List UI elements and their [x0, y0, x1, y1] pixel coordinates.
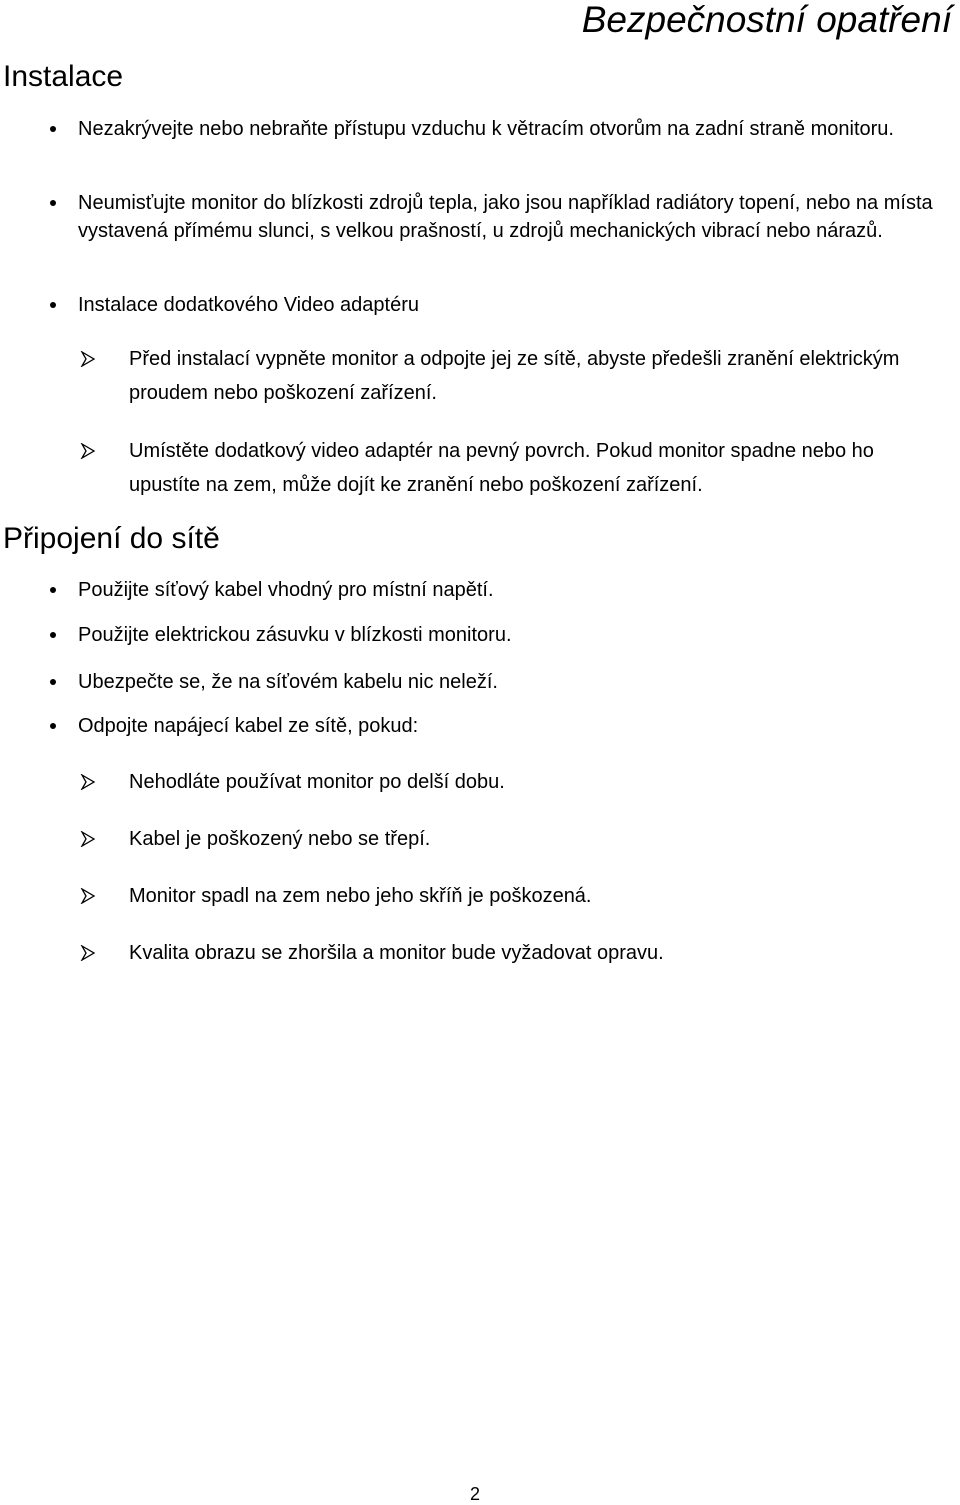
arrow-bullet-icon: [80, 351, 96, 367]
sub-list-item: Nehodláte používat monitor po delší dobu.: [80, 765, 940, 799]
list-item: Použijte elektrickou zásuvku v blízkosti monitoru.: [50, 621, 940, 649]
bullet-icon: [50, 126, 56, 132]
section-heading-power: Připojení do sítě: [3, 522, 220, 555]
list-item: Použijte síťový kabel vhodný pro místní napětí.: [50, 576, 940, 604]
list-item: Odpojte napájecí kabel ze sítě, pokud:: [50, 712, 940, 740]
list-item: Neumisťujte monitor do blízkosti zdrojů tepla, jako jsou například radiátory topení, nebo na místa vystavená přímému slunci, s velkou prašností, u zdrojů mechanických vibrací nebo nárazů.: [50, 189, 940, 245]
sub-list-item: Kabel je poškozený nebo se třepí.: [80, 822, 940, 856]
bullet-icon: [50, 632, 56, 638]
document-title: Bezpečnostní opatření: [581, 0, 952, 40]
bullet-icon: [50, 679, 56, 685]
list-item: Ubezpečte se, že na síťovém kabelu nic neleží.: [50, 668, 940, 696]
section-heading-installation: Instalace: [3, 60, 124, 93]
arrow-bullet-icon: [80, 443, 96, 459]
arrow-bullet-icon: [80, 774, 96, 790]
sub-list-item: Umístěte dodatkový video adaptér na pevný povrch. Pokud monitor spadne nebo ho upustíte na zem, může dojít ke zranění nebo poškození zařízení.: [80, 434, 940, 502]
arrow-bullet-icon: [80, 831, 96, 847]
arrow-bullet-icon: [80, 945, 96, 961]
bullet-icon: [50, 200, 56, 206]
arrow-bullet-icon: [80, 888, 96, 904]
sub-list-item: Kvalita obrazu se zhoršila a monitor bude vyžadovat opravu.: [80, 936, 940, 970]
bullet-icon: [50, 723, 56, 729]
bullet-icon: [50, 587, 56, 593]
sub-list-item: Monitor spadl na zem nebo jeho skříň je poškozená.: [80, 879, 940, 913]
sub-list-item: Před instalací vypněte monitor a odpojte jej ze sítě, abyste předešli zranění elektrickým proudem nebo poškození zařízení.: [80, 342, 940, 410]
list-item: Instalace dodatkového Video adaptéru: [50, 291, 940, 319]
bullet-icon: [50, 302, 56, 308]
page-number: 2: [469, 1484, 480, 1504]
list-item: Nezakrývejte nebo nebraňte přístupu vzduchu k větracím otvorům na zadní straně monitoru.: [50, 115, 940, 143]
